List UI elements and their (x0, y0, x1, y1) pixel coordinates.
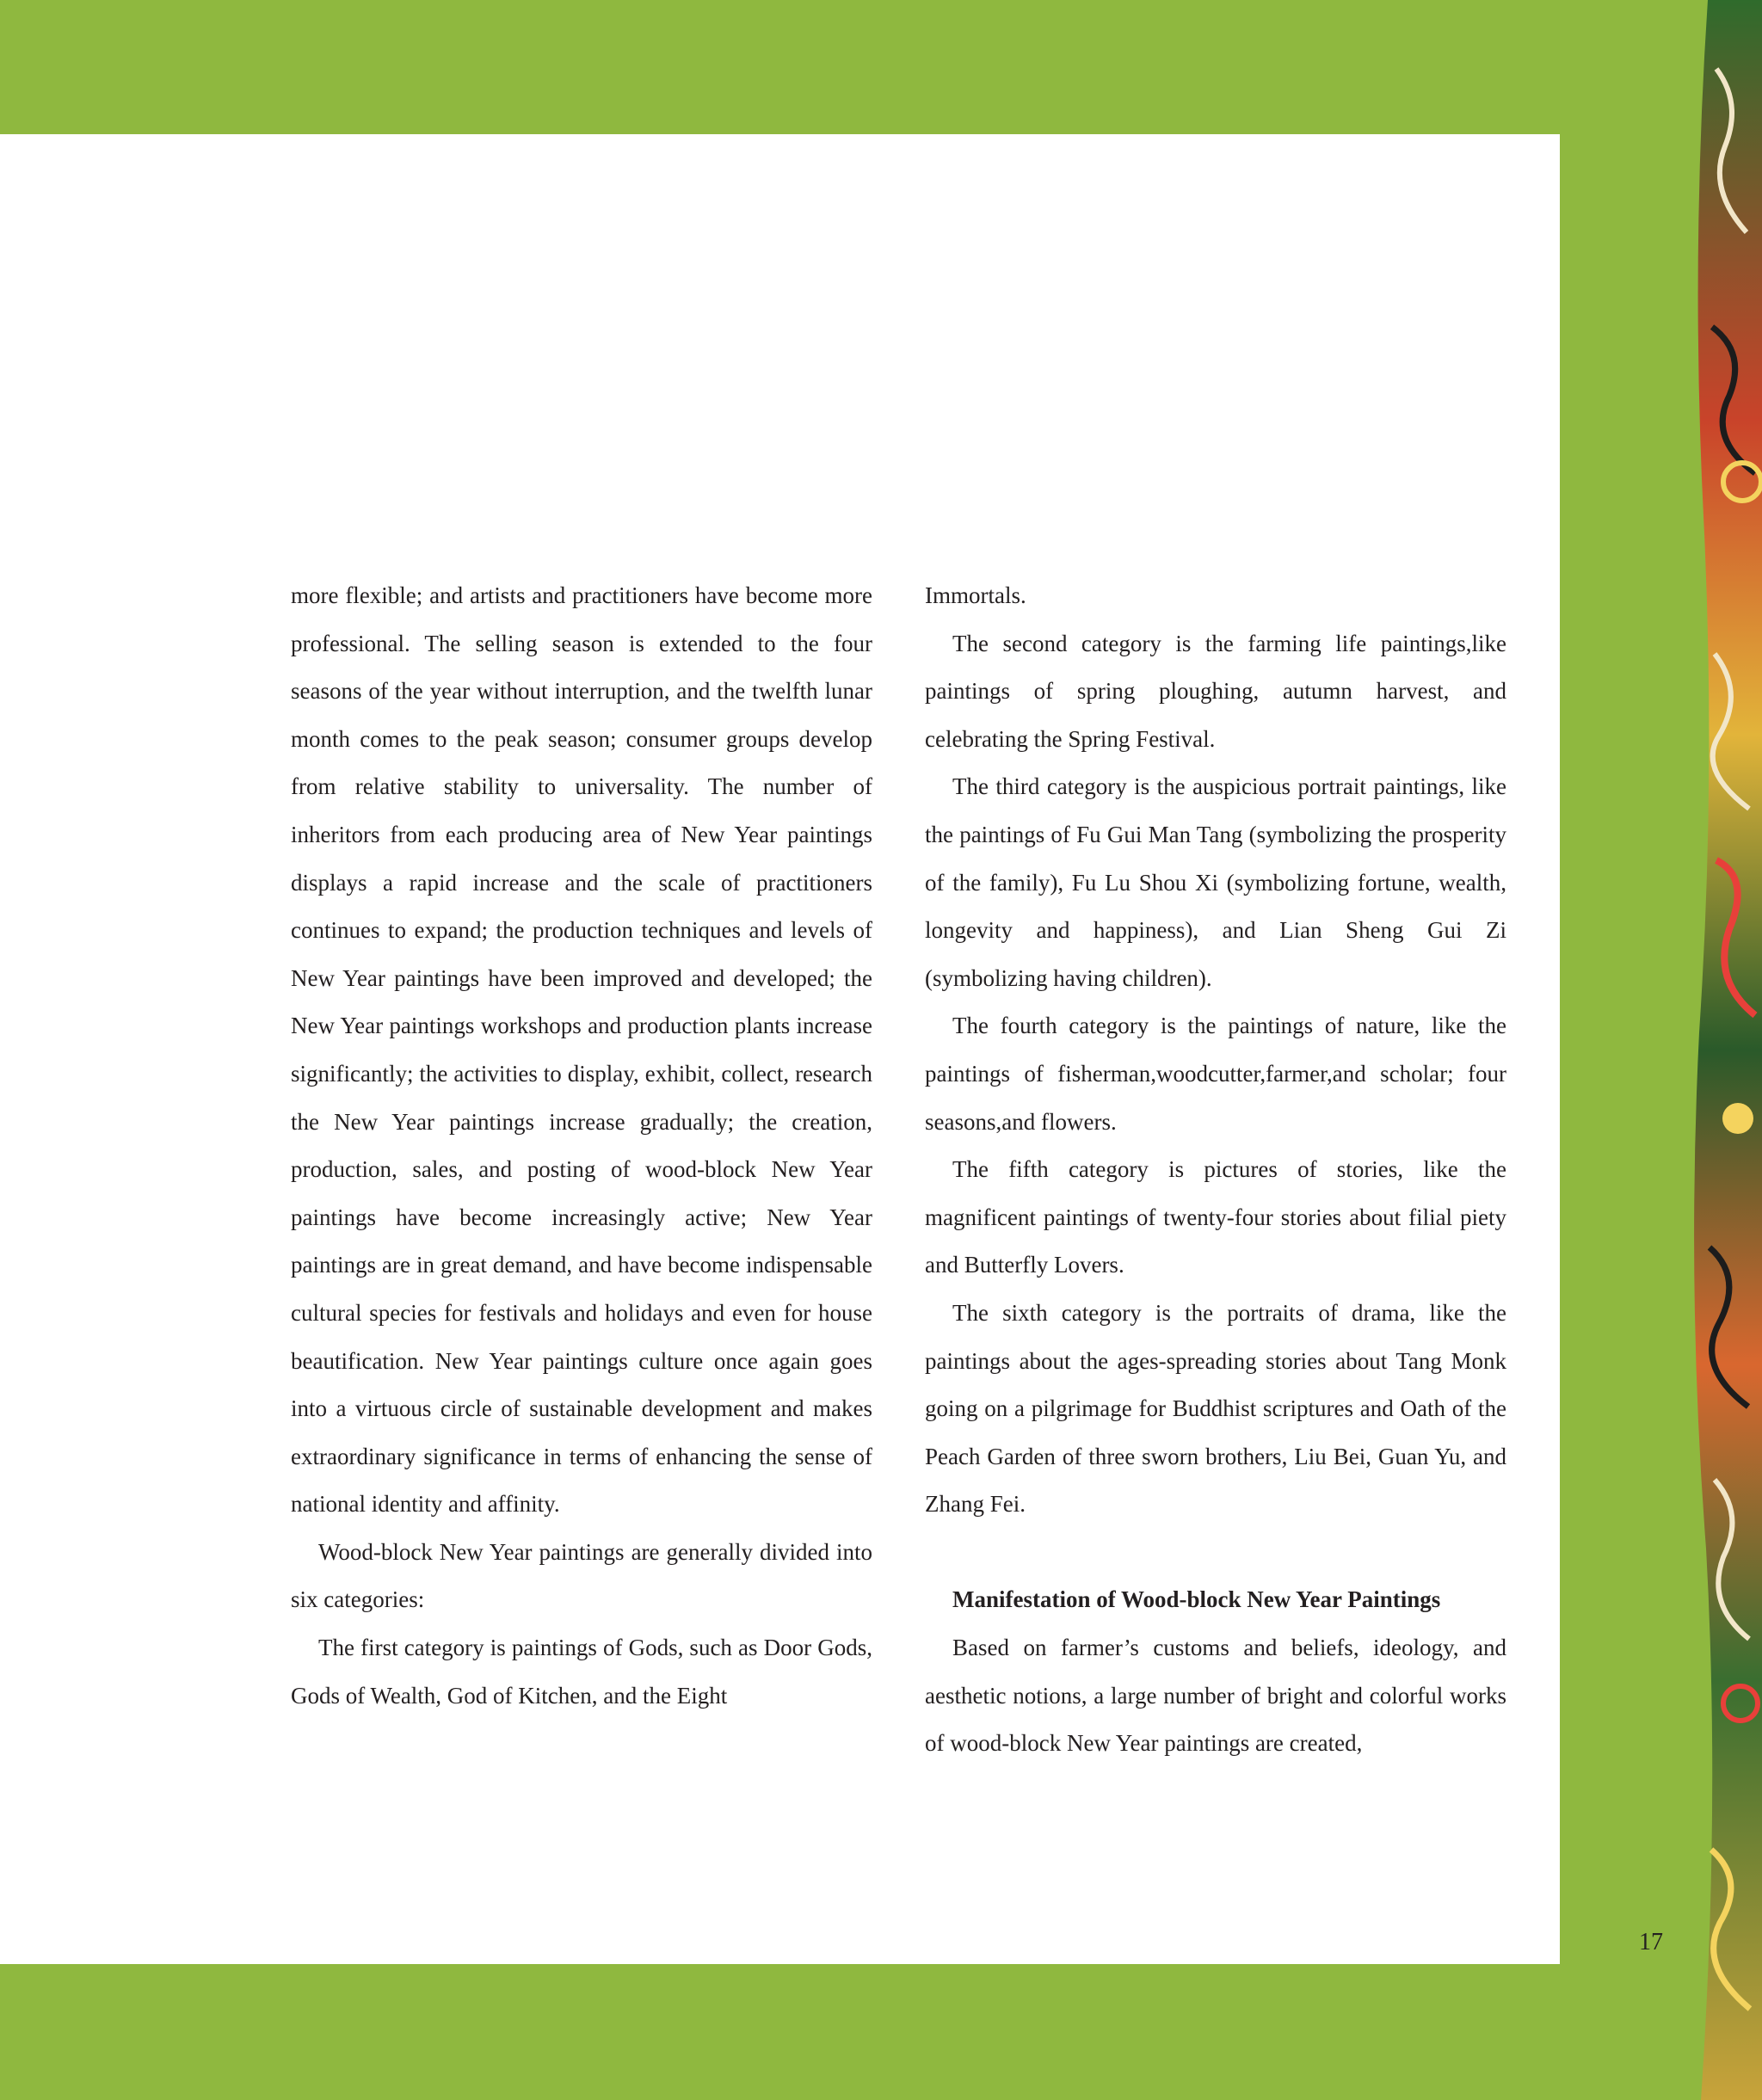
paragraph: Wood-block New Year paintings are generally divided into six categories: (291, 1538, 872, 1613)
paragraph: The second category is the farming life paintings,like paintings of spring ploughing, autumn harvest, and celebrating the Spring Festival. (925, 630, 1506, 752)
paragraph: Based on farmer’s customs and beliefs, ideology, and aesthetic notions, a large number of bright and colorful works of wood-block New Year paintings are created, (925, 1635, 1506, 1757)
page-number: 17 (1639, 1929, 1663, 1955)
section-heading: Manifestation of Wood-block New Year Paintings (952, 1586, 1441, 1613)
paragraph: The fifth category is pictures of stories, like the magnificent paintings of twenty-four stories about filial piety and Butterfly Lovers. (925, 1156, 1506, 1278)
left-text-column (291, 572, 872, 1720)
decorative-painting-strip (1691, 0, 1762, 2100)
paragraph: Immortals. (925, 582, 1026, 608)
paragraph: The first category is paintings of Gods, such as Door Gods, Gods of Wealth, God of Kitchen, and the Eight (291, 1635, 872, 1709)
paragraph: The third category is the auspicious portrait paintings, like the paintings of Fu Gui Man Tang (symbolizing the prosperity of the family), Fu Lu Shou Xi (symbolizing fortune, wealth, longevity and happiness), and Lian Sheng Gui Zi (symbolizing having children). (925, 773, 1506, 991)
paragraph: The fourth category is the paintings of nature, like the paintings of fisherman,woodcutter,farmer,and scholar; four seasons,and flowers. (925, 1013, 1506, 1135)
paragraph: The sixth category is the portraits of drama, like the paintings about the ages-spreading stories about Tang Monk going on a pilgrimage for Buddhist scriptures and Oath of the Peach Garden of three sworn brothers, Liu Bei, Guan Yu, and Zhang Fei. (925, 1299, 1506, 1518)
right-text-column (925, 572, 1506, 1768)
paragraph: more flexible; and artists and practitioners have become more professional. The selling season is extended to the four seasons of the year without interruption, and the twelfth lunar month comes to the peak season; consumer groups develop from relative stability to universality. The number of inheritors from each producing area of New Year paintings displays a rapid increase and the scale of practitioners continues to expand; the production techniques and levels of New Year paintings have been improved and developed; the New Year paintings workshops and production plants increase significantly; the activities to display, exhibit, collect, research the New Year paintings increase gradually; the creation, production, sales, and posting of wood-block New Year paintings have become increasingly active; New Year paintings are in great demand, and have become indispensable cultural species for festivals and holidays and even for house beautification. New Year paintings culture once again goes into a virtuous circle of sustainable development and makes extraordinary significance in terms of enhancing the sense of national identity and affinity. (291, 582, 872, 1518)
